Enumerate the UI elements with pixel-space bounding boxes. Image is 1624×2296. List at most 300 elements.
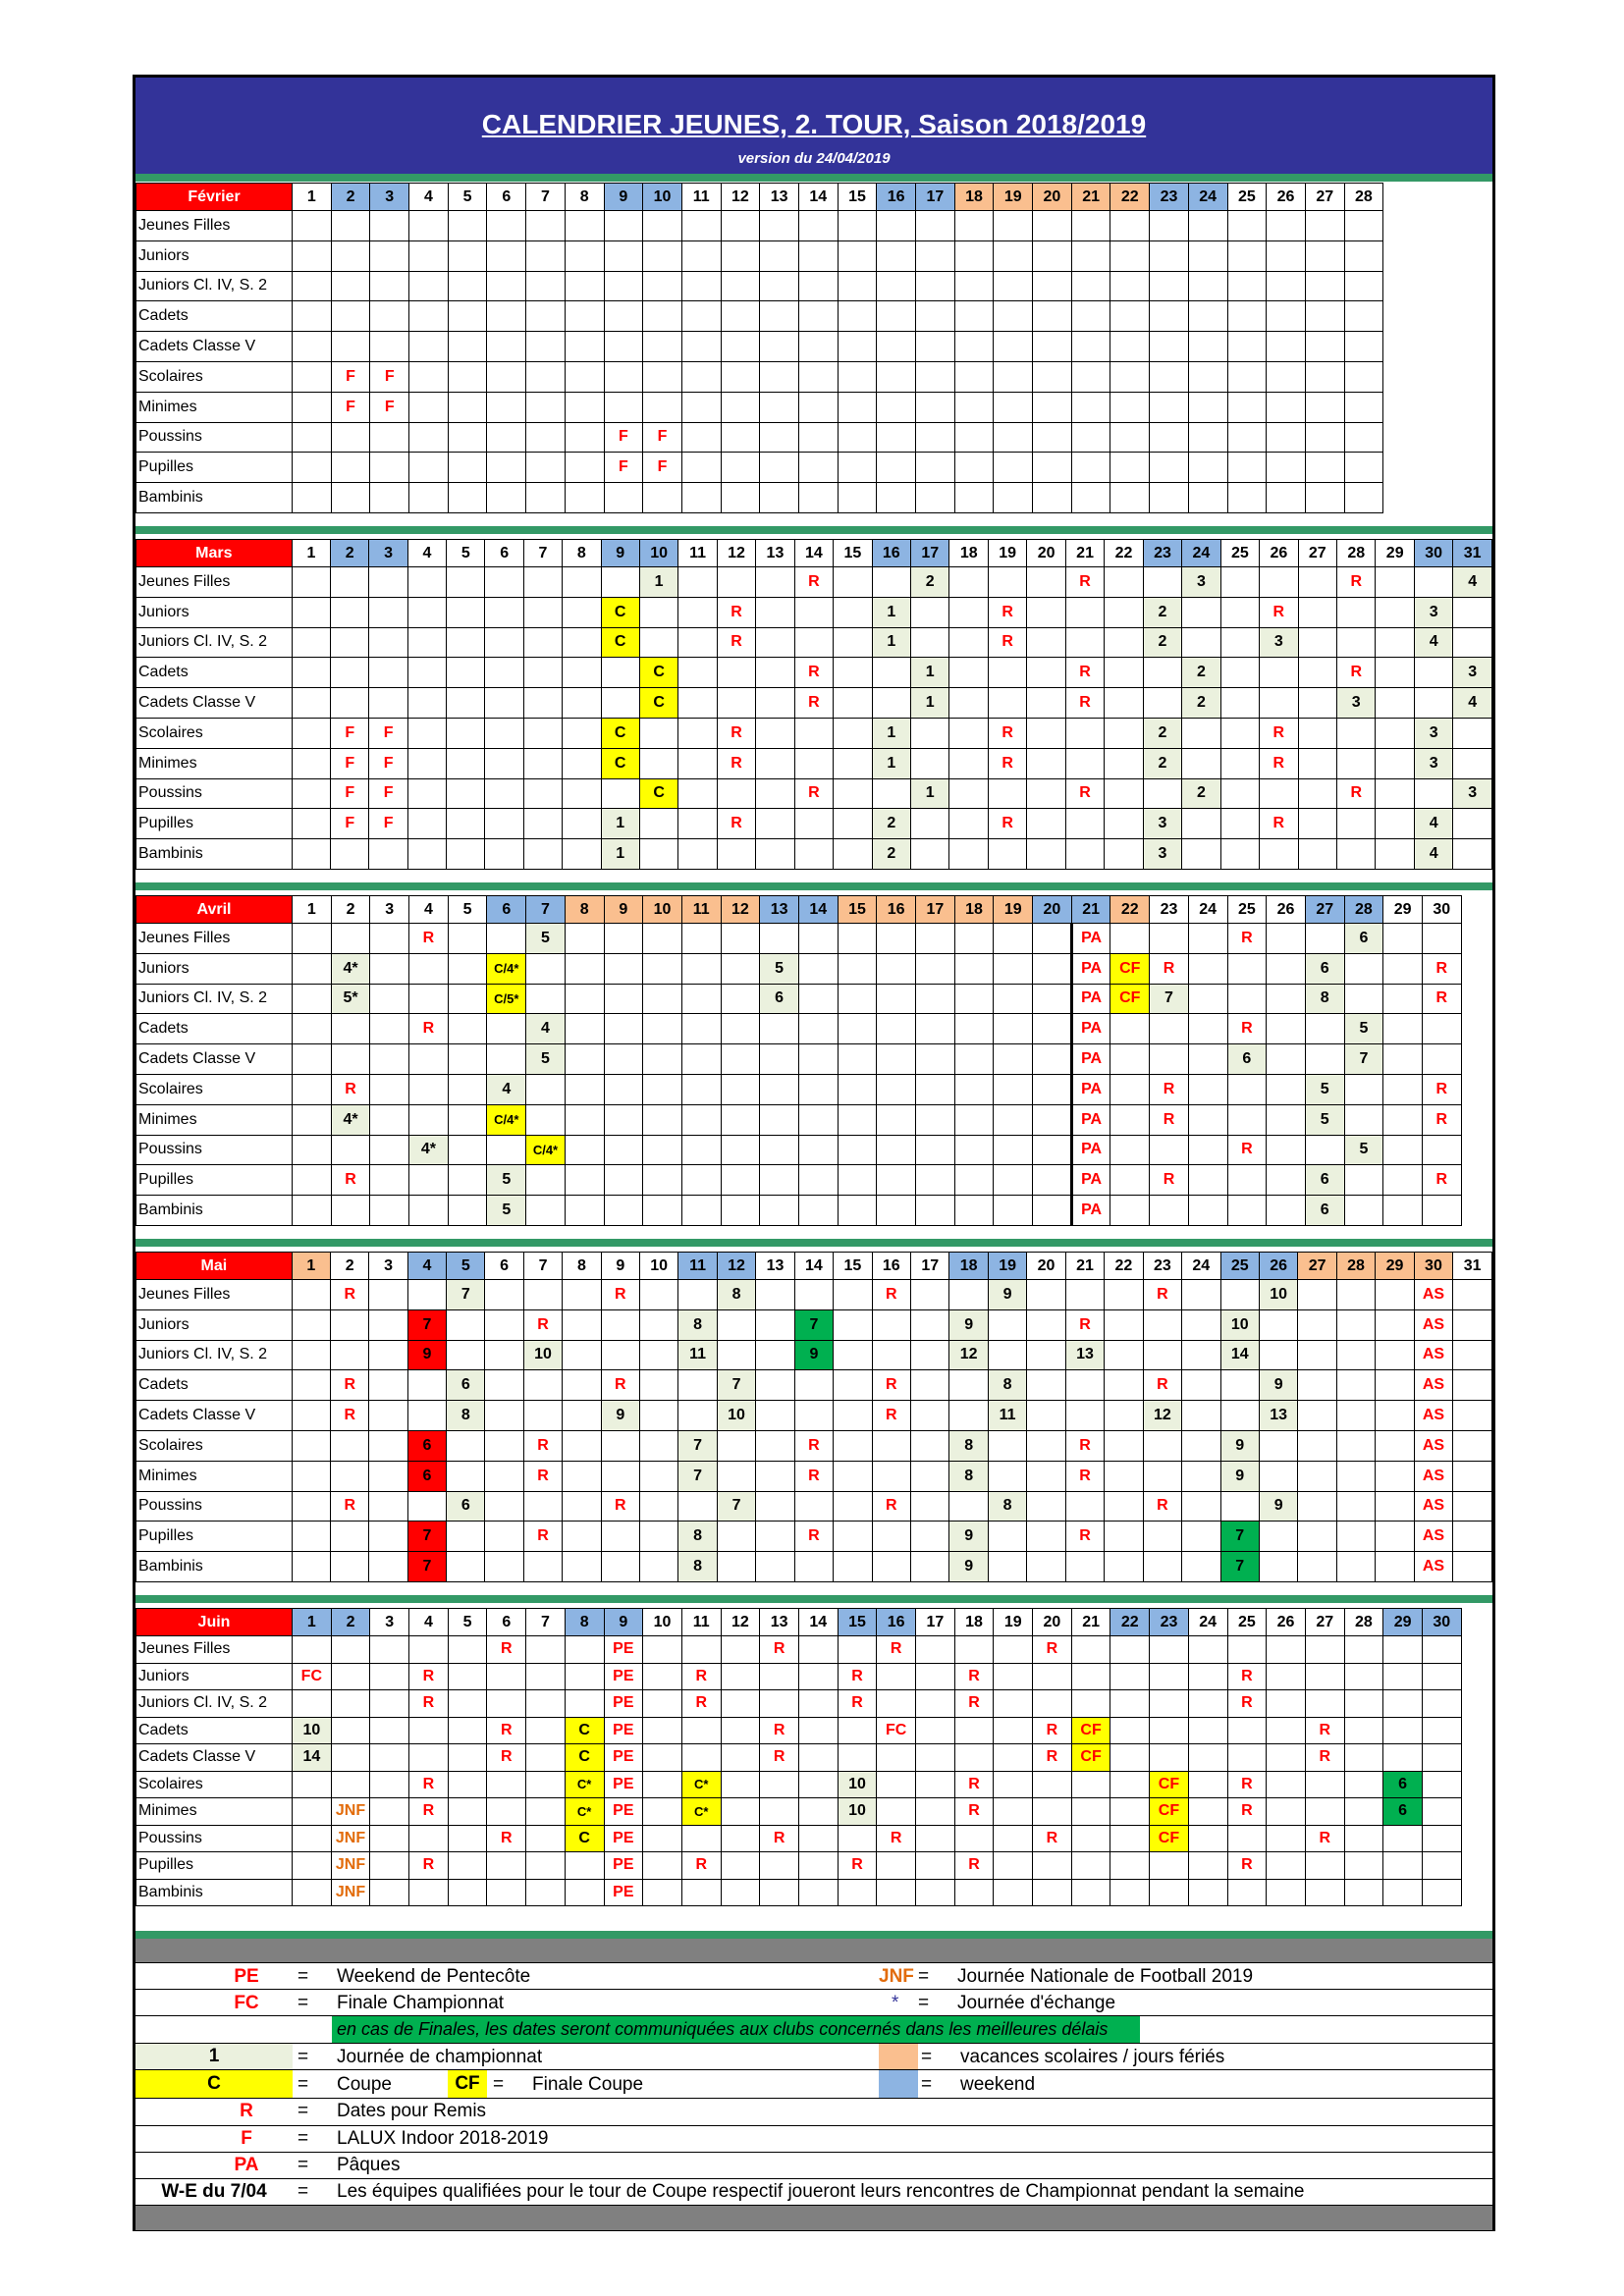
calendar-cell (877, 361, 916, 392)
calendar-cell (681, 1014, 721, 1044)
calendar-cell (916, 1104, 955, 1135)
calendar-cell (911, 839, 949, 870)
calendar-cell (872, 1552, 910, 1582)
calendar-cell: 9 (988, 1280, 1026, 1310)
calendar-cell: F (604, 422, 643, 453)
calendar-cell (916, 1196, 955, 1226)
calendar-cell: 2 (872, 839, 910, 870)
calendar-cell (872, 1309, 910, 1340)
calendar-cell (916, 1663, 955, 1690)
calendar-cell (448, 422, 487, 453)
calendar-cell: 1 (911, 658, 949, 688)
day-header: 20 (1033, 1609, 1072, 1636)
calendar-cell (717, 658, 755, 688)
calendar-cell (1336, 1522, 1375, 1552)
calendar-cell (485, 688, 523, 719)
calendar-cell (447, 1552, 485, 1582)
calendar-cell (448, 332, 487, 362)
calendar-cell (1227, 1165, 1267, 1196)
calendar-cell (1298, 1430, 1336, 1461)
calendar-cell (1110, 924, 1150, 954)
calendar-cell (370, 1771, 409, 1798)
calendar-cell (1065, 1552, 1104, 1582)
calendar-cell: R (988, 809, 1026, 839)
calendar-cell (523, 809, 562, 839)
calendar-cell (1305, 392, 1344, 422)
calendar-cell (988, 1430, 1026, 1461)
calendar-cell (1110, 1825, 1150, 1852)
month-block-mars (135, 539, 1492, 870)
calendar-cell (877, 1104, 916, 1135)
calendar-cell (1110, 483, 1150, 513)
calendar-cell (1336, 1430, 1375, 1461)
legend-holiday-swatch (879, 2044, 918, 2069)
calendar-cell: 3 (1182, 567, 1220, 598)
calendar-cell (911, 1401, 949, 1431)
calendar-cell (523, 688, 562, 719)
calendar-cell: C (639, 688, 677, 719)
calendar-cell (448, 924, 487, 954)
calendar-cell: C (601, 597, 639, 627)
calendar-cell (681, 1135, 721, 1165)
calendar-cell (838, 1074, 877, 1104)
calendar-cell (1110, 1879, 1150, 1906)
calendar-cell (407, 688, 446, 719)
calendar-cell (407, 1491, 446, 1522)
calendar-cell (331, 839, 369, 870)
calendar-cell (293, 301, 332, 332)
calendar-cell: R (838, 1663, 877, 1690)
calendar-cell (994, 1879, 1033, 1906)
calendar-cell (409, 1074, 449, 1104)
calendar-cell (760, 361, 799, 392)
calendar-cell (563, 1340, 601, 1370)
calendar-cell (1071, 1798, 1110, 1826)
calendar-cell (1298, 778, 1336, 809)
day-header: 11 (681, 1609, 721, 1636)
calendar-cell: R (1065, 1309, 1104, 1340)
calendar-cell (1105, 597, 1143, 627)
calendar-cell (877, 271, 916, 301)
day-header: 2 (331, 896, 370, 924)
day-header: 4 (407, 1253, 446, 1280)
calendar-cell (370, 953, 409, 984)
calendar-cell (916, 1879, 955, 1906)
calendar-cell (565, 240, 604, 271)
calendar-cell: R (487, 1744, 526, 1772)
calendar-cell (293, 1044, 332, 1075)
calendar-cell (1305, 483, 1344, 513)
calendar-cell (370, 271, 409, 301)
calendar-cell (1383, 1852, 1423, 1880)
day-header: 24 (1182, 540, 1220, 567)
day-header: 18 (954, 896, 994, 924)
calendar-cell (604, 953, 643, 984)
calendar-cell (721, 1744, 760, 1772)
calendar-cell (448, 1771, 487, 1798)
calendar-cell: F (331, 809, 369, 839)
calendar-cell: R (409, 1798, 449, 1826)
calendar-cell (293, 1798, 332, 1826)
calendar-cell: R (681, 1690, 721, 1718)
calendar-cell (1453, 809, 1492, 839)
calendar-cell (760, 1135, 799, 1165)
calendar-cell (1065, 1401, 1104, 1431)
team-label: Cadets Classe V (136, 688, 293, 719)
day-header: 26 (1259, 1253, 1297, 1280)
calendar-cell (1105, 1522, 1143, 1552)
day-header: 14 (798, 896, 838, 924)
day-header: 31 (1453, 540, 1492, 567)
calendar-cell (954, 953, 994, 984)
calendar-cell (487, 1014, 526, 1044)
calendar-cell (954, 361, 994, 392)
team-label: Cadets Classe V (136, 1744, 293, 1772)
calendar-cell (643, 1196, 682, 1226)
day-header: 15 (834, 540, 872, 567)
calendar-cell: R (838, 1690, 877, 1718)
calendar-cell (1182, 839, 1220, 870)
calendar-cell (834, 1461, 872, 1491)
calendar-cell (1376, 1491, 1414, 1522)
calendar-cell (639, 809, 677, 839)
calendar-cell (1336, 1309, 1375, 1340)
calendar-cell (1110, 1044, 1150, 1075)
calendar-cell (994, 453, 1033, 483)
calendar-cell (409, 240, 449, 271)
calendar-cell (1344, 1196, 1383, 1226)
calendar-cell: 7 (678, 1430, 717, 1461)
calendar-cell (834, 627, 872, 658)
calendar-cell (293, 1825, 332, 1852)
calendar-cell (407, 597, 446, 627)
calendar-cell (293, 953, 332, 984)
calendar-cell: F (370, 361, 409, 392)
calendar-cell: 4 (487, 1074, 526, 1104)
calendar-cell (1105, 658, 1143, 688)
calendar-cell (1267, 1798, 1306, 1826)
calendar-cell (1150, 453, 1189, 483)
calendar-cell (954, 1074, 994, 1104)
calendar-cell: 9 (407, 1340, 446, 1370)
calendar-cell (1150, 924, 1189, 954)
calendar-cell (1336, 1280, 1375, 1310)
calendar-cell (1376, 778, 1414, 809)
calendar-cell: 1 (911, 778, 949, 809)
calendar-cell (1188, 1771, 1227, 1798)
calendar-cell (994, 1074, 1033, 1104)
calendar-cell (487, 1798, 526, 1826)
calendar-cell (1344, 1852, 1383, 1880)
team-label: Juniors (136, 240, 293, 271)
calendar-cell (1188, 1636, 1227, 1664)
calendar-cell (681, 1104, 721, 1135)
legend-we-text: Les équipes qualifiées pour le tour de Coupe respectif joueront leurs rencontres de Championnat pendant la semaine (337, 2181, 1305, 2202)
day-header: 30 (1422, 896, 1461, 924)
calendar-cell: 8 (678, 1552, 717, 1582)
legend-eq: = (298, 2155, 309, 2175)
calendar-cell (292, 1370, 330, 1401)
calendar-cell (1188, 1014, 1227, 1044)
day-header: 2 (331, 540, 369, 567)
calendar-cell (1267, 1135, 1306, 1165)
calendar-cell: 11 (678, 1340, 717, 1370)
separator-bar (135, 1239, 1492, 1247)
calendar-cell (798, 1074, 838, 1104)
calendar-cell (1071, 1852, 1110, 1880)
calendar-cell: 2 (1182, 688, 1220, 719)
calendar-cell (994, 1798, 1033, 1826)
calendar-cell (1033, 1879, 1072, 1906)
calendar-cell (370, 1879, 409, 1906)
calendar-cell (1383, 1690, 1423, 1718)
calendar-cell (370, 1104, 409, 1135)
calendar-cell (1305, 1690, 1344, 1718)
legend-we-key: W-E du 7/04 (161, 2181, 267, 2202)
calendar-cell (370, 1014, 409, 1044)
calendar-cell (721, 211, 760, 241)
calendar-cell (1267, 1879, 1306, 1906)
calendar-cell (1305, 361, 1344, 392)
team-label: Juniors (136, 1663, 293, 1690)
calendar-cell (756, 1370, 794, 1401)
calendar-cell (485, 1309, 523, 1340)
calendar-cell: R (872, 1491, 910, 1522)
calendar-cell (994, 1744, 1033, 1772)
calendar-cell (1033, 1798, 1072, 1826)
calendar-cell (601, 1461, 639, 1491)
calendar-cell (370, 240, 409, 271)
legend-f-text: LALUX Indoor 2018-2019 (337, 2128, 549, 2149)
calendar-cell (293, 924, 332, 954)
calendar-cell (717, 567, 755, 598)
calendar-cell: PE (604, 1798, 643, 1826)
calendar-cell: F (331, 718, 369, 748)
calendar-cell (721, 1104, 760, 1135)
calendar-cell (1298, 718, 1336, 748)
calendar-cell (292, 778, 330, 809)
calendar-cell (681, 1744, 721, 1772)
calendar-cell (877, 301, 916, 332)
calendar-cell (1298, 688, 1336, 719)
day-header: 4 (407, 540, 446, 567)
calendar-cell: 14 (293, 1744, 332, 1772)
calendar-cell (448, 453, 487, 483)
calendar-cell (838, 1014, 877, 1044)
calendar-cell (794, 809, 833, 839)
calendar-cell (994, 953, 1033, 984)
calendar-cell (838, 984, 877, 1014)
day-header: 16 (872, 1253, 910, 1280)
calendar-cell (678, 627, 717, 658)
calendar-cell (1383, 1825, 1423, 1852)
legend-weekend-swatch (879, 2070, 918, 2098)
calendar-cell (798, 1196, 838, 1226)
calendar-cell: R (331, 1165, 370, 1196)
calendar-cell (1150, 1014, 1189, 1044)
calendar-cell (1027, 1401, 1065, 1431)
calendar-cell: F (331, 392, 370, 422)
calendar-cell (681, 301, 721, 332)
calendar-cell (1267, 1014, 1306, 1044)
calendar-cell (447, 1522, 485, 1552)
legend-r-key: R (240, 2101, 253, 2121)
day-header: 7 (526, 1609, 566, 1636)
day-header: 23 (1143, 1253, 1181, 1280)
calendar-cell (988, 839, 1026, 870)
calendar-cell (643, 1636, 682, 1664)
calendar-cell (409, 1104, 449, 1135)
calendar-cell: AS (1414, 1430, 1453, 1461)
calendar-cell (1453, 1461, 1492, 1491)
day-header: 19 (994, 1609, 1033, 1636)
calendar-cell (1344, 1165, 1383, 1196)
calendar-cell (678, 567, 717, 598)
calendar-cell (1376, 1430, 1414, 1461)
calendar-cell (447, 809, 485, 839)
calendar-cell (994, 1636, 1033, 1664)
calendar-cell (681, 984, 721, 1014)
legend-r-text: Dates pour Remis (337, 2101, 487, 2121)
calendar-cell (916, 1717, 955, 1744)
calendar-cell (1027, 1522, 1065, 1552)
day-header: 27 (1305, 184, 1344, 211)
team-label: Cadets Classe V (136, 1401, 293, 1431)
team-label: Poussins (136, 1135, 293, 1165)
calendar-cell (994, 1044, 1033, 1075)
calendar-cell (448, 1636, 487, 1664)
calendar-cell (798, 1690, 838, 1718)
day-header: 29 (1383, 896, 1423, 924)
calendar-cell (994, 1165, 1033, 1196)
calendar-cell (1071, 1771, 1110, 1798)
calendar-cell: R (409, 1690, 449, 1718)
calendar-cell (678, 688, 717, 719)
calendar-cell: 5 (487, 1196, 526, 1226)
calendar-cell: 8 (949, 1461, 988, 1491)
calendar-cell (526, 1852, 566, 1880)
calendar-cell (1027, 1280, 1065, 1310)
separator-bar (135, 1931, 1492, 1939)
day-header: 28 (1336, 1253, 1375, 1280)
calendar-cell (954, 240, 994, 271)
calendar-cell: R (331, 1370, 369, 1401)
team-label: Cadets (136, 1014, 293, 1044)
calendar-cell (1298, 809, 1336, 839)
calendar-cell (526, 240, 566, 271)
calendar-cell: R (1227, 1663, 1267, 1690)
calendar-cell (1027, 1461, 1065, 1491)
calendar-cell (1110, 1717, 1150, 1744)
month-name: Février (136, 184, 293, 211)
calendar-cell: R (1150, 1074, 1189, 1104)
calendar-cell (293, 1636, 332, 1664)
calendar-cell (1110, 1771, 1150, 1798)
calendar-cell (678, 597, 717, 627)
calendar-cell (1188, 1879, 1227, 1906)
month-block-avril (135, 895, 1492, 1226)
calendar-cell (911, 1280, 949, 1310)
calendar-cell (1071, 271, 1110, 301)
calendar-cell (604, 1135, 643, 1165)
legend-c-key: C (135, 2070, 293, 2098)
calendar-cell (834, 839, 872, 870)
calendar-cell (1227, 392, 1267, 422)
team-label: Cadets (136, 301, 293, 332)
legend-fc-key: FC (234, 1993, 259, 2013)
calendar-cell (292, 597, 330, 627)
calendar-cell (407, 1401, 446, 1431)
calendar-cell (798, 1165, 838, 1196)
calendar-cell (448, 1690, 487, 1718)
calendar-cell (838, 1744, 877, 1772)
day-header: 24 (1188, 184, 1227, 211)
calendar-cell (1422, 1798, 1461, 1826)
calendar-cell: 7 (1344, 1044, 1383, 1075)
legend-eq: = (298, 1966, 309, 1987)
legend-eq: = (918, 1966, 930, 1987)
calendar-cell (448, 1196, 487, 1226)
calendar-cell (1027, 748, 1065, 778)
day-header: 9 (604, 184, 643, 211)
calendar-cell: C* (565, 1771, 604, 1798)
calendar-cell (721, 1663, 760, 1690)
calendar-cell (994, 392, 1033, 422)
calendar-cell (1267, 392, 1306, 422)
calendar-cell (643, 1771, 682, 1798)
calendar-cell: R (1422, 953, 1461, 984)
calendar-cell (954, 1135, 994, 1165)
calendar-cell (1220, 597, 1259, 627)
calendar-cell (601, 1522, 639, 1552)
month-name: Mai (136, 1253, 293, 1280)
calendar-cell (1188, 483, 1227, 513)
calendar-cell (293, 1165, 332, 1196)
day-header: 13 (756, 540, 794, 567)
calendar-cell (604, 240, 643, 271)
calendar-cell (1376, 1309, 1414, 1340)
calendar-cell (1344, 422, 1383, 453)
calendar-cell (485, 658, 523, 688)
calendar-cell (954, 1717, 994, 1744)
calendar-cell (721, 453, 760, 483)
calendar-cell (447, 567, 485, 598)
calendar-cell (1267, 924, 1306, 954)
calendar-cell (1188, 1135, 1227, 1165)
calendar-cell (448, 1879, 487, 1906)
calendar-cell (1422, 924, 1461, 954)
calendar-cell (1298, 627, 1336, 658)
calendar-cell (721, 1165, 760, 1196)
calendar-cell: C (565, 1744, 604, 1772)
calendar-cell (1110, 453, 1150, 483)
calendar-cell: 10 (838, 1771, 877, 1798)
calendar-cell (1376, 1552, 1414, 1582)
day-header: 9 (604, 1609, 643, 1636)
calendar-cell (954, 1744, 994, 1772)
calendar-cell (1110, 1636, 1150, 1664)
calendar-cell (604, 1014, 643, 1044)
calendar-cell (293, 361, 332, 392)
calendar-cell (916, 240, 955, 271)
calendar-cell (794, 839, 833, 870)
calendar-cell (1383, 1744, 1423, 1772)
calendar-cell (1188, 984, 1227, 1014)
calendar-cell (994, 361, 1033, 392)
calendar-cell (838, 211, 877, 241)
calendar-cell (1376, 688, 1414, 719)
calendar-cell (1422, 1135, 1461, 1165)
